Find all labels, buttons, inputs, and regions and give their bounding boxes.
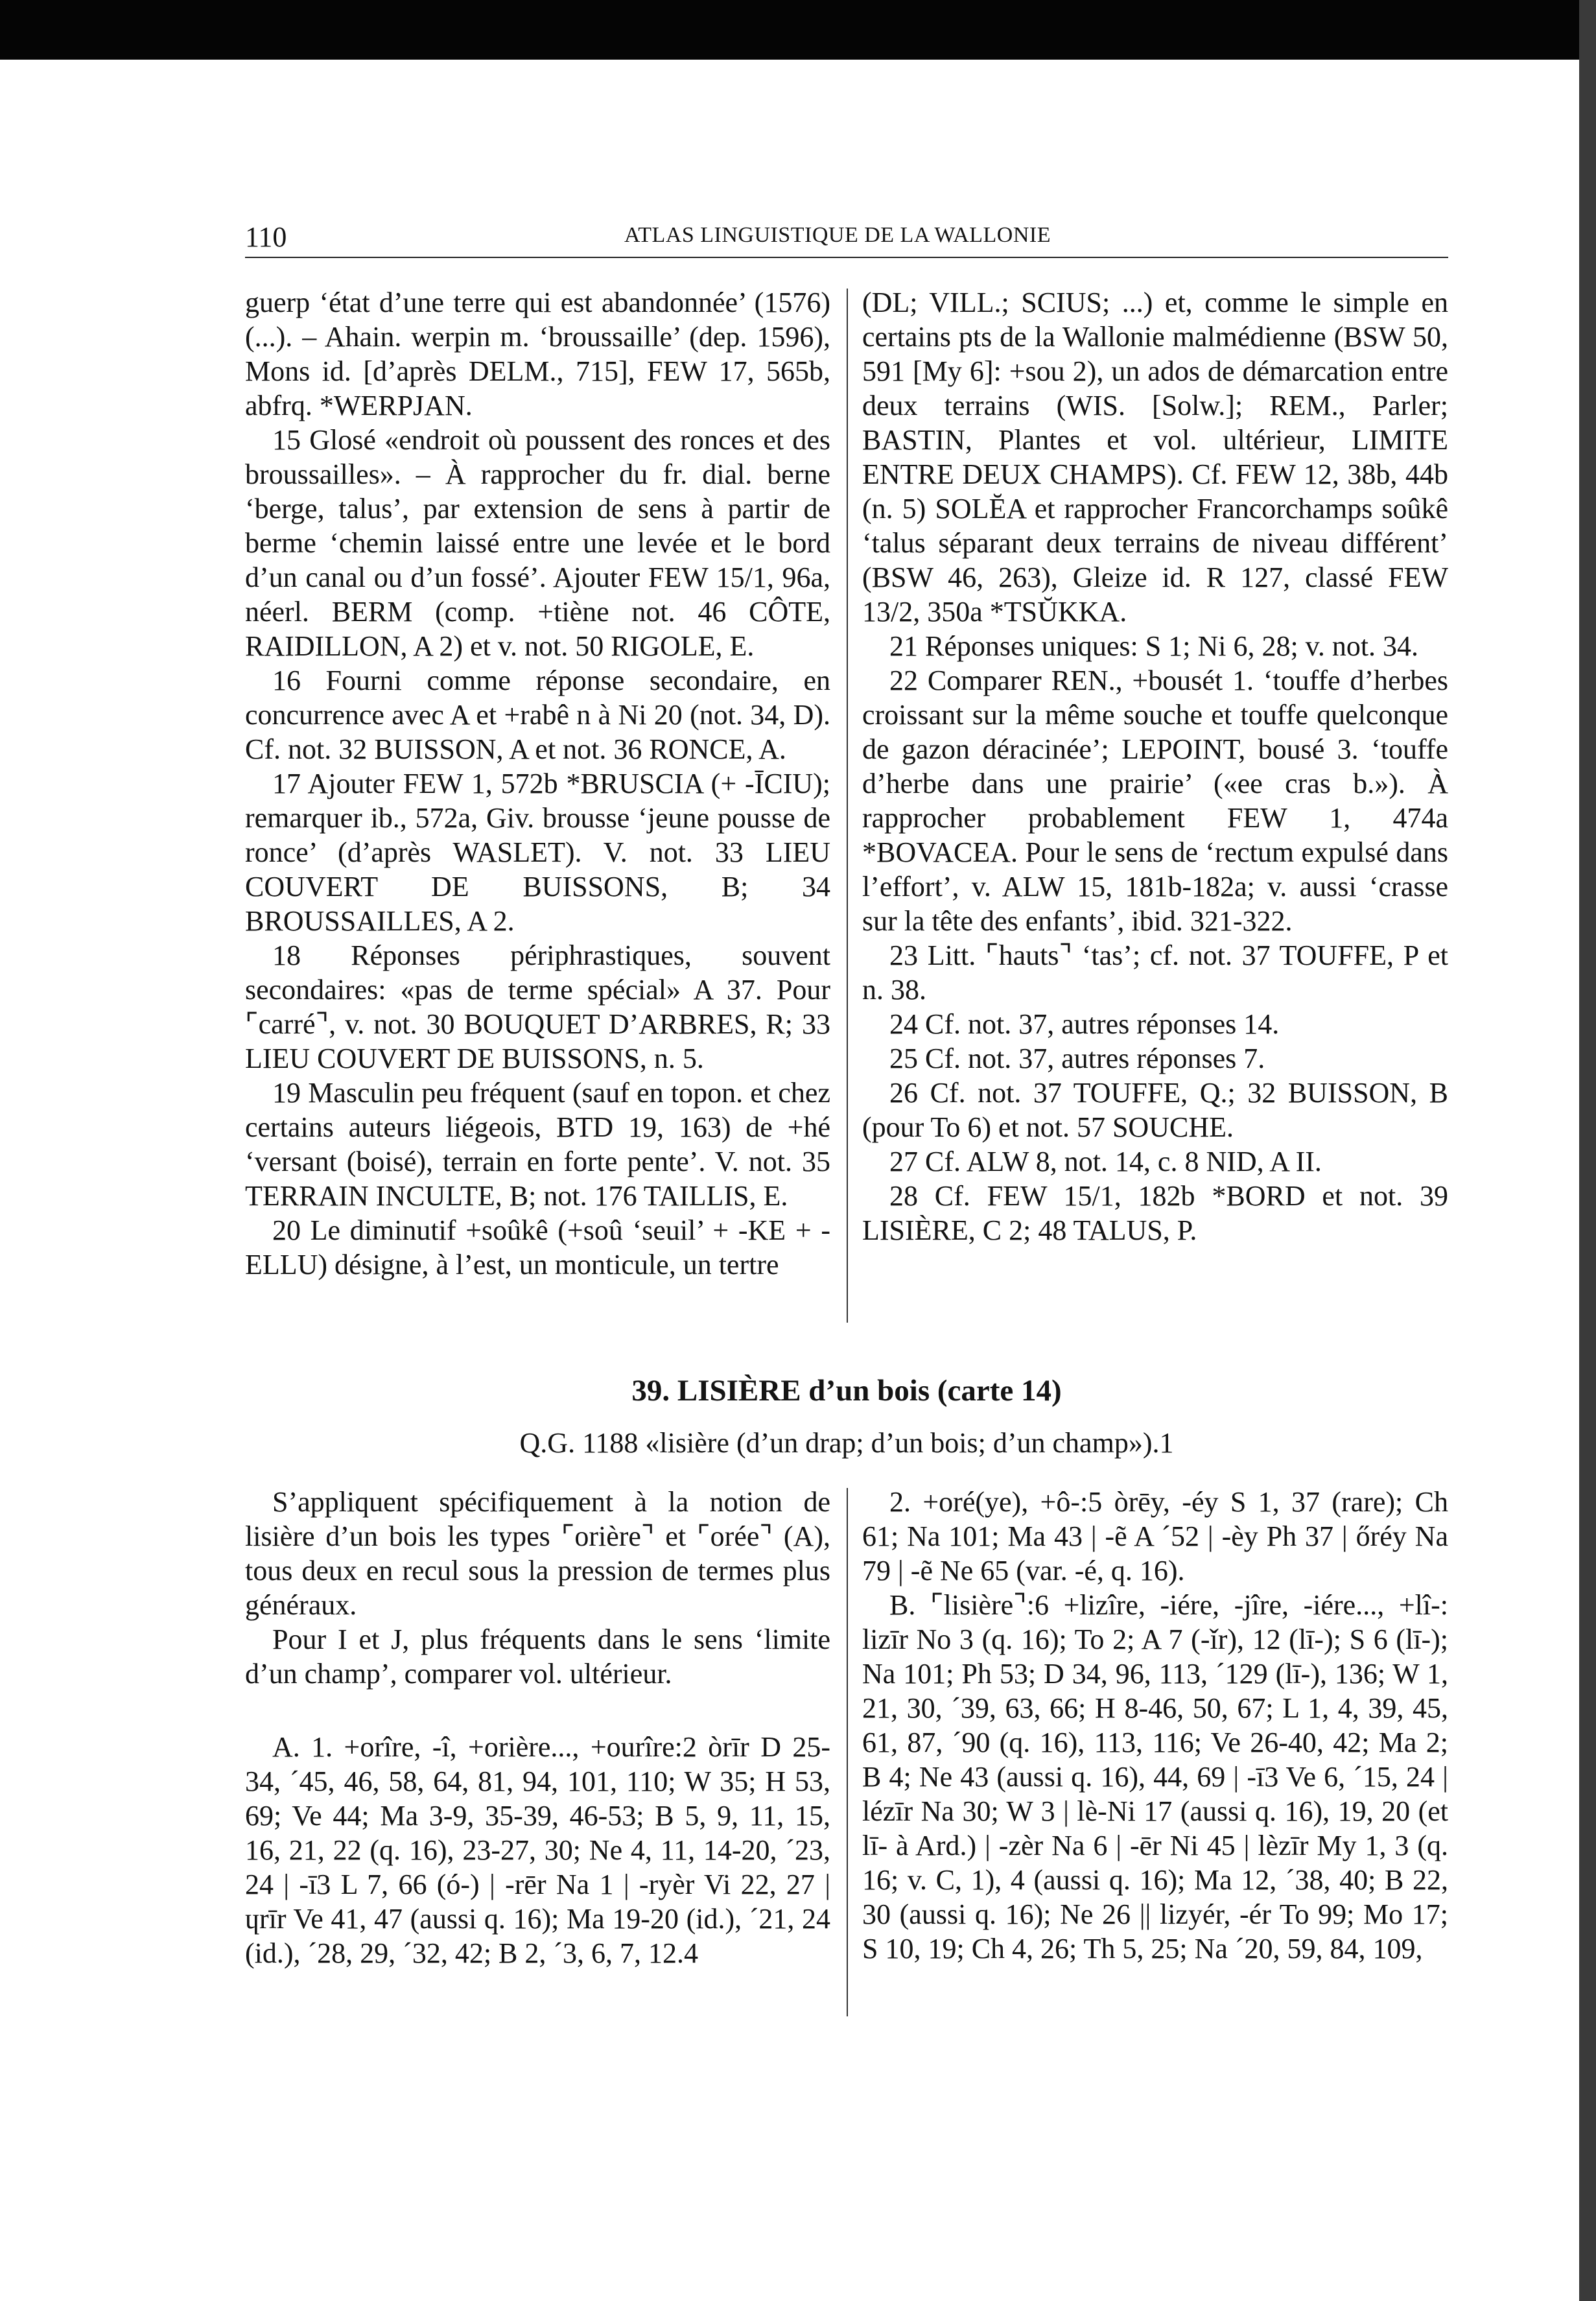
column-divider <box>847 289 848 1323</box>
body-paragraph: S’appliquent spécifiquement à la notion de lisière d’un bois les types ⌜orière⌝ et ⌜orée⌝ (A), tous deux en recul sous la pression de termes plus généraux. <box>245 1486 830 1621</box>
note-paragraph: (DL; VILL.; SCIUS; ...) et, comme le simple en certains pts de la Wallonie malmédienne (BSW 50, 591 [My 6]: +sou 2), un ados de démarcation entre deux terrains (WIS. [Solw.]; REM., Parler; BASTIN, Plantes et vol. ultérieur, LIMITE ENTRE DEUX CHAMPS). Cf. FEW 12, 38b, 44b (n. 5) SOLĔA et rapprocher Francorchamps soûkê ‘talus séparant deux terrains de niveau différent’ (BSW 46, 263), Gleize id. R 127, classé FEW 13/2, 350a *TSŬKKA. <box>862 287 1448 628</box>
entry-column-right <box>862 1485 1448 2023</box>
body-paragraph: A. 1. +orîre, -î, +orière..., +ourîre:2 òrīr D 25-34, ´45, 46, 58, 64, 81, 94, 101, 110; W 35; H 53, 69; Ve 44; Ma 3-9, 35-39, 46-53; B 5, 9, 11, 15, 16, 21, 22 (q. 16), 23-27, 30; Ne 4, 11, 14-20, ´23, 24 | -ī3 L 7, 66 (ó-) | -rēr Na 1 | -ryèr Vi 22, 27 | ɥrīr Ve 41, 47 (aussi q. 16); Ma 19-20 (id.), ´21, 24 (id.), ´28, 29, ´32, 42; B 2, ´3, 6, 7, 12.4 <box>245 1731 830 1969</box>
note-paragraph: 19 Masculin peu fréquent (sauf en topon. et chez certains auteurs liégeois, BTD 19, 163) de +hé ‘versant (boisé), terrain en forte pente’. V. not. 35 TERRAIN INCULTE, B; not. 176 TAILLIS, E. <box>245 1077 830 1212</box>
entry-column-left <box>245 1485 830 2023</box>
scan-top-band <box>0 0 1596 60</box>
note-paragraph: 18 Réponses périphrastiques, souvent secondaires: «pas de terme spécial» A 37. Pour ⌜carré⌝, v. not. 30 BOUQUET D’ARBRES, R; 33 LIEU COUVERT DE BUISSONS, n. 5. <box>245 939 830 1074</box>
notes-column-right-upper <box>862 285 1448 1323</box>
body-paragraph: B. ⌜lisière⌝:6 +lizîre, -iére, -jîre, -iére..., +lî-: lizīr No 3 (q. 16); To 2; A 7 (-ǐr), 12 (lī-); S 6 (lī-); Na 101; Ph 53; D 34, 96, 113, ´129 (lī-), 136; W 1, 21, 30, ´39, 63, 66; H 8-46, 50, 67; L 1, 4, 39, 45, 61, 87, ´90 (q. 16), 113, 116; Ve 26-40, 42; Ma 2; B 4; Ne 43 (aussi q. 16), 44, 69 | -ī3 Ve 6, ´15, 24 | lézīr Na 30; W 3 | lè-Ni 17 (aussi q. 16), 19, 20 (et lī- à Ard.) | -zèr Na 6 | -ēr Ni 45 | lèzīr My 1, 3 (q. 16; v. C, 1), 4 (aussi q. 16); Ma 12, ´38, 40; B 22, 30 (aussi q. 16); Ne 26 || lizyér, -ér To 99; Mo 17; S 10, 19; Ch 4, 26; Th 5, 25; Na ´20, 59, 84, 109, <box>862 1589 1448 1965</box>
section-title: 39. LISIÈRE d’un bois (carte 14) <box>631 1374 1062 1408</box>
note-paragraph: 24 Cf. not. 37, autres réponses 14. <box>889 1008 1280 1040</box>
body-paragraph: 2. +oré(ye), +ô-:5 òrēy, -éy S 1, 37 (rare); Ch 61; Na 101; Ma 43 | -ẽ A ´52 | -èy Ph 37 | őréy Na 79 | -ẽ Ne 65 (var. -é, q. 16). <box>862 1486 1448 1587</box>
note-paragraph: 20 Le diminutif +soûkê (+soû ‘seuil’ + -KE + -ELLU) désigne, à l’est, un monticule, un tertre <box>245 1214 830 1280</box>
note-paragraph: 23 Litt. ⌜hauts⌝ ‘tas’; cf. not. 37 TOUFFE, P et n. 38. <box>862 939 1448 1006</box>
note-paragraph: 16 Fourni comme réponse secondaire, en concurrence avec A et +rabê n à Ni 20 (not. 34, D). Cf. not. 32 BUISSON, A et not. 36 RONCE, A. <box>245 665 830 765</box>
page-number: 110 <box>245 221 287 253</box>
note-paragraph: 28 Cf. FEW 15/1, 182b *BORD et not. 39 LISIÈRE, C 2; 48 TALUS, P. <box>862 1180 1448 1246</box>
note-paragraph: 21 Réponses uniques: S 1; Ni 6, 28; v. not. 34. <box>889 630 1419 662</box>
note-paragraph: 22 Comparer REN., +bousét 1. ‘touffe d’herbes croissant sur la même souche et touffe quelconque de gazon déracinée’; LEPOINT, bousé 3. ‘touffe d’herbe dans une prairie’ («ee cras b.»). À rapprocher probablement FEW 1, 474a *BOVACEA. Pour le sens de ‘rectum expulsé dans l’effort’, v. ALW 15, 181b-182a; v. aussi ‘crasse sur la tête des enfants’, ibid. 321-322. <box>862 665 1448 937</box>
column-divider <box>847 1488 848 2016</box>
note-paragraph: guerp ‘état d’une terre qui est abandonnée’ (1576) (...). – Ahain. werpin m. ‘broussaille’ (dep. 1596), Mons id. [d’après DELM., 715], FEW 17, 565b, abfrq. *WERPJAN. <box>245 287 830 421</box>
running-head: ATLAS LINGUISTIQUE DE LA WALLONIE <box>624 223 1051 247</box>
notes-column-left-upper <box>245 285 830 1329</box>
scan-right-edge <box>1579 0 1596 2301</box>
note-paragraph: 26 Cf. not. 37 TOUFFE, Q.; 32 BUISSON, B (pour To 6) et not. 57 SOUCHE. <box>862 1077 1448 1143</box>
note-paragraph: 27 Cf. ALW 8, not. 14, c. 8 NID, A II. <box>889 1146 1322 1177</box>
paragraph-gap <box>245 1691 830 1730</box>
note-paragraph: 25 Cf. not. 37, autres réponses 7. <box>889 1043 1265 1074</box>
page-header <box>245 218 1448 258</box>
section-subtitle: Q.G. 1188 «lisière (d’un drap; d’un bois; d’un champ»).1 <box>519 1427 1174 1459</box>
note-paragraph: 17 Ajouter FEW 1, 572b *BRUSCIA (+ -ĪCIU); remarquer ib., 572a, Giv. brousse ‘jeune pousse de ronce’ (d’après WASLET). V. not. 33 LIEU COUVERT DE BUISSONS, B; 34 BROUSSAILLES, A 2. <box>245 768 830 937</box>
note-paragraph: 15 Glosé «endroit où poussent des ronces et des broussailles». – À rapprocher du fr. dial. berne ‘berge, talus’, par extension de sens à partir de berme ‘chemin laissé entre une levée et le bord d’un canal ou d’un fossé’. Ajouter FEW 15/1, 96a, néerl. BERM (comp. +tiène not. 46 CÔTE, RAIDILLON, A 2) et v. not. 50 RIGOLE, E. <box>245 424 830 662</box>
body-paragraph: Pour I et J, plus fréquents dans le sens ‘limite d’un champ’, comparer vol. ultérieur. <box>245 1623 830 1690</box>
